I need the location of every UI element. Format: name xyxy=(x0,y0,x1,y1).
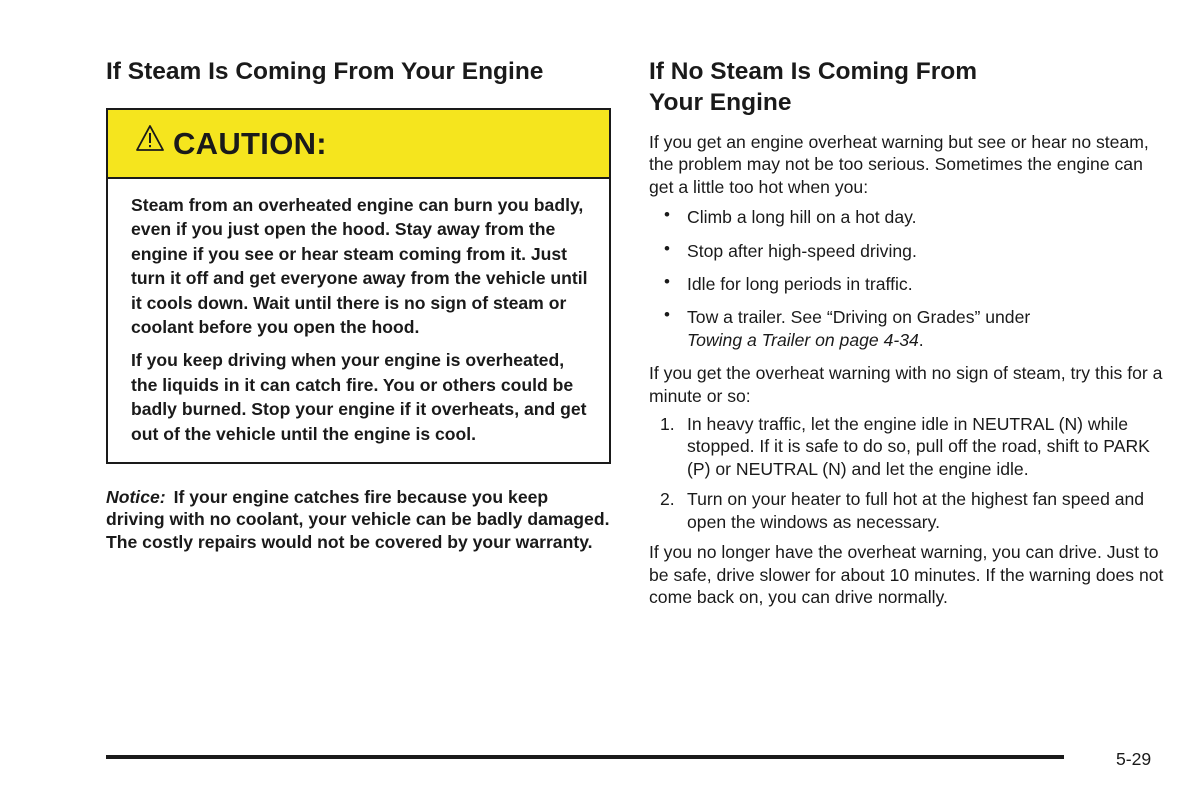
bullet-icon: • xyxy=(664,272,670,292)
step-item xyxy=(649,413,1164,480)
list-item-text: Idle for long periods in traffic. xyxy=(687,274,913,295)
step-number: 1. xyxy=(660,414,675,435)
bullet-icon: • xyxy=(664,205,670,225)
list-item xyxy=(649,240,1164,262)
page-number: 5-29 xyxy=(1116,749,1152,769)
list-item xyxy=(649,306,1164,351)
steps-list xyxy=(649,413,1164,533)
steps-intro-paragraph: If you get the overheat warning with no sign of steam, try this for a minute or so: xyxy=(649,363,1163,406)
conditions-list xyxy=(649,206,1164,351)
step-text: In heavy traffic, let the engine idle in NEUTRAL (N) while stopped. If it is safe to do so, pull off the road, shift to PARK (P) or NEUTRAL (N) and let the engine idle. xyxy=(687,414,1150,479)
footer-rule xyxy=(106,755,1064,759)
caution-paragraph: Steam from an overheated engine can burn you badly, even if you just open the hood. Stay away from the engine if you see or hear steam coming from it. Just turn it off and get everyone away from the vehicle until it cools down. Wait until there is no sign of steam or coolant before you open the hood. xyxy=(131,195,588,338)
caution-title: CAUTION: xyxy=(173,125,327,161)
cross-reference-link[interactable]: Towing a Trailer on page 4-34 xyxy=(687,329,919,350)
warning-triangle-icon xyxy=(135,130,173,157)
caution-box xyxy=(106,108,611,464)
right-column xyxy=(649,56,1164,608)
heading-line: If No Steam Is Coming From xyxy=(649,58,978,85)
step-text: Turn on your heater to full hot at the highest fan speed and open the windows as necessary. xyxy=(687,489,1145,532)
notice-text: If your engine catches fire because you keep driving with no coolant, your vehicle can be badly damaged. The costly repairs would not be covered by your warranty. xyxy=(106,487,610,552)
list-item xyxy=(649,206,1164,228)
step-number: 2. xyxy=(660,489,675,510)
list-item-text: Tow a trailer. See “Driving on Grades” under xyxy=(687,307,1031,328)
left-column xyxy=(106,56,611,553)
caution-paragraph: If you keep driving when your engine is overheated, the liquids in it can catch fire. You or others could be badly burned. Stop your engine if it overheats, and get out of the vehicle until the engine is cool. xyxy=(131,350,587,444)
notice xyxy=(106,486,611,553)
intro-paragraph: If you get an engine overheat warning but see or hear no steam, the problem may not be too serious. Sometimes the engine can get a little too hot when you: xyxy=(649,132,1149,197)
section-heading-steam: If Steam Is Coming From Your Engine xyxy=(106,58,544,85)
caution-header xyxy=(108,110,609,179)
heading-line: Your Engine xyxy=(649,89,792,116)
list-item-text: Climb a long hill on a hot day. xyxy=(687,207,917,228)
caution-body xyxy=(108,179,609,462)
section-heading-no-steam xyxy=(649,56,1164,118)
bullet-icon: • xyxy=(664,305,670,325)
list-item-text: Stop after high-speed driving. xyxy=(687,240,917,261)
bullet-icon: • xyxy=(664,238,670,258)
step-item xyxy=(649,488,1164,533)
notice-label: Notice: xyxy=(106,487,166,508)
list-item-end: . xyxy=(918,329,924,350)
closing-paragraph: If you no longer have the overheat warning, you can drive. Just to be safe, drive slower for about 10 minutes. If the warning does not come back on, you can drive normally. xyxy=(649,542,1164,607)
list-item xyxy=(649,273,1164,295)
